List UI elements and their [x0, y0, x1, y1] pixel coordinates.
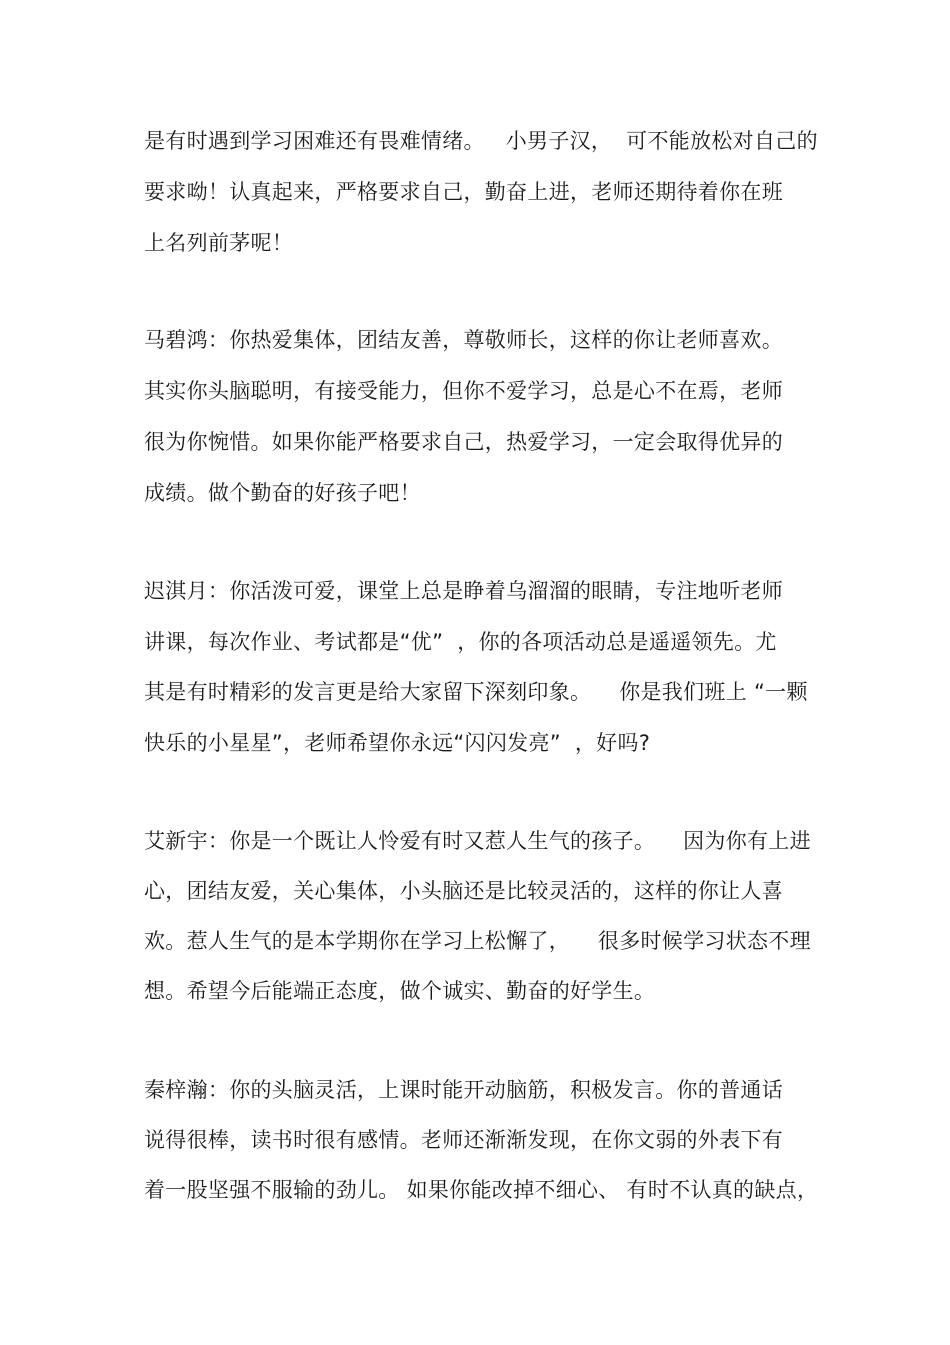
text-line: 迟淇月：你活泼可爱，课堂上总是睁着乌溜溜的眼睛，专注地听老师 [144, 579, 783, 603]
text-line: 着一股坚强不服输的劲儿。 如果你能改掉不细心、 有时不认真的缺点， [144, 1178, 819, 1202]
text-line: 想。希望今后能端正态度，做个诚实、勤奋的好学生。 [144, 979, 656, 1003]
text-line: 很为你惋惜。如果你能严格要求自己，热爱学习，一定会取得优异的 [144, 430, 783, 454]
text-line: 上名列前茅呢！ [144, 231, 294, 255]
text-line: 欢。惹人生气的是本学期你在学习上松懈了， 很多时候学习状态不理 [144, 929, 811, 953]
text-line: 心，团结友爱，关心集体，小头脑还是比较灵活的，这样的你让人喜 [144, 879, 783, 903]
text-line: 艾新宇：你是一个既让人怜爱有时又惹人生气的孩子。 因为你有上进 [144, 829, 811, 853]
text-line: 快乐的小星星”，老师希望你永远“闪闪发亮” ，好吗? [144, 731, 651, 755]
text-line: 马碧鸿：你热爱集体，团结友善，尊敬师长，这样的你让老师喜欢。 [144, 328, 783, 352]
text-line: 是有时遇到学习困难还有畏难情绪。 小男子汉， 可不能放松对自己的 [144, 129, 818, 153]
text-line: 其实你头脑聪明，有接受能力，但你不爱学习，总是心不在焉，老师 [144, 379, 783, 403]
text-line: 其是有时精彩的发言更是给大家留下深刻印象。 你是我们班上 “一颗 [144, 680, 808, 704]
text-line: 要求呦！认真起来，严格要求自己，勤奋上进，老师还期待着你在班 [144, 180, 783, 204]
text-line: 秦梓瀚：你的头脑灵活，上课时能开动脑筋，积极发言。你的普通话 [144, 1078, 783, 1102]
text-line: 成绩。做个勤奋的好孩子吧！ [144, 481, 421, 505]
text-line: 说得很棒，读书时很有感情。老师还渐渐发现，在你文弱的外表下有 [144, 1128, 783, 1152]
text-line: 讲课，每次作业、考试都是“优” ，你的各项活动总是遥遥领先。尤 [144, 630, 777, 654]
